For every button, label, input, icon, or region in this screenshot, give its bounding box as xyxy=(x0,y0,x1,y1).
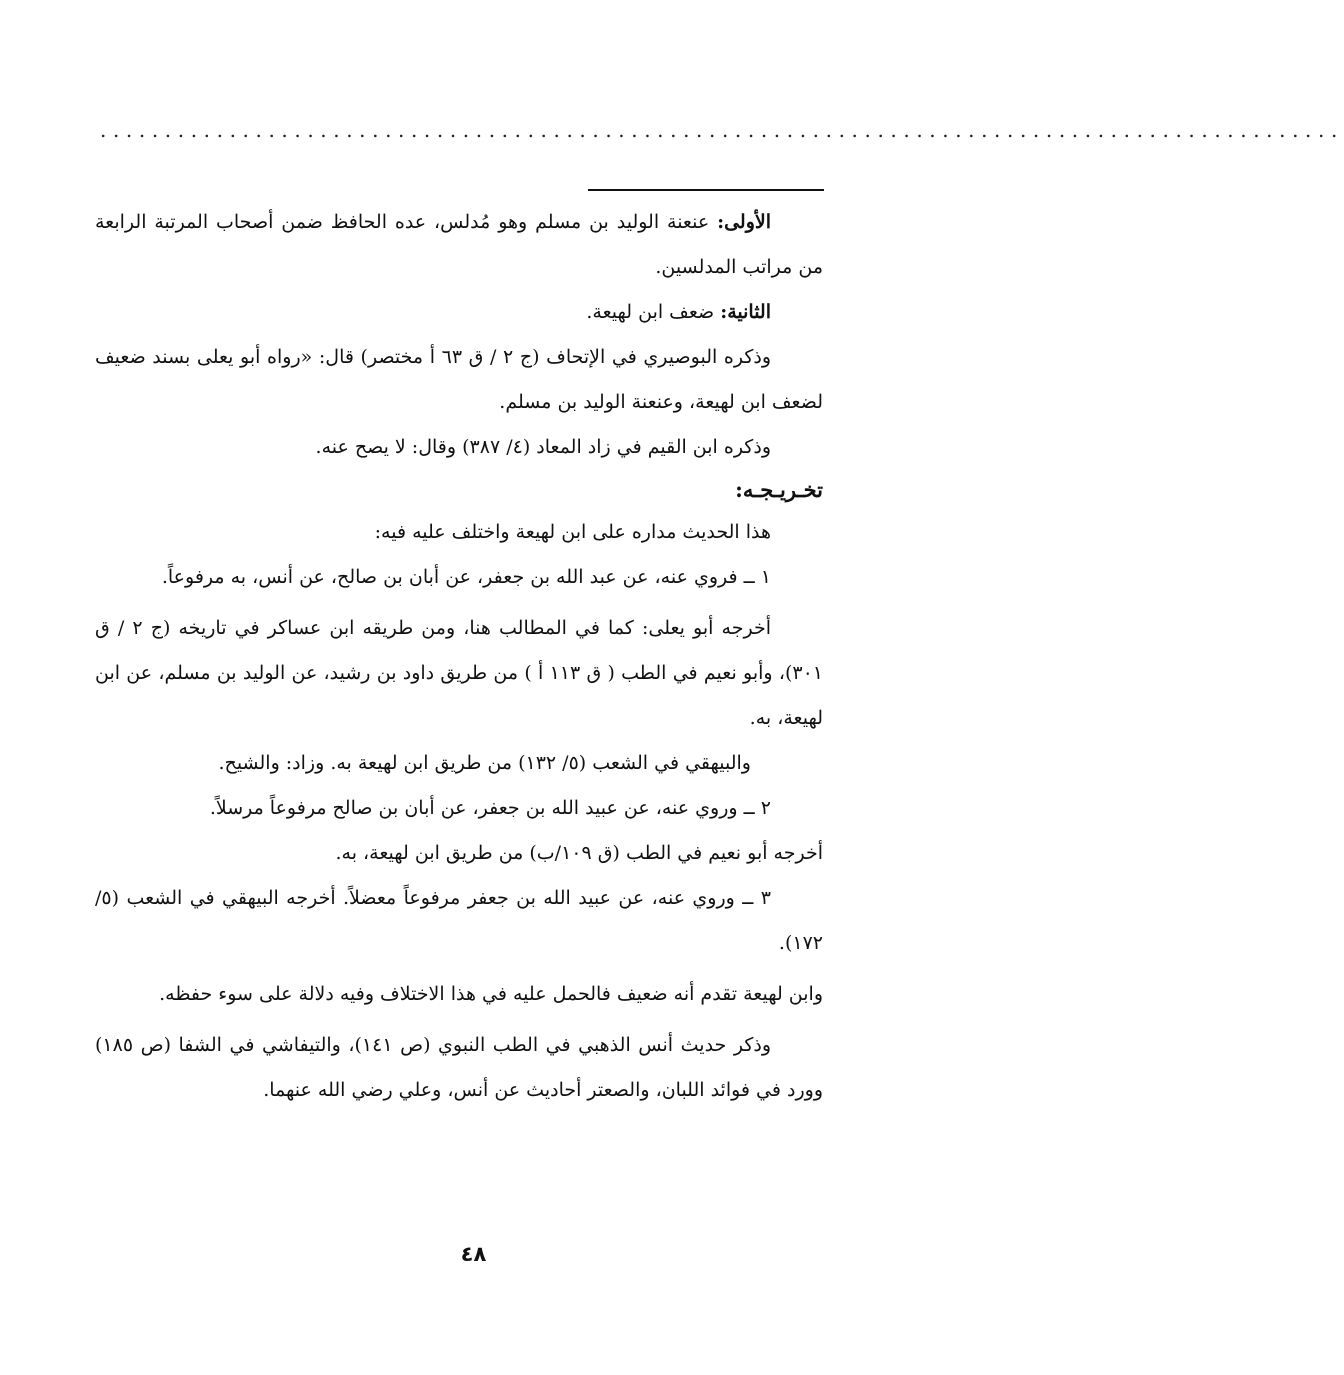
paragraph-ibn-qayyim: وذكره ابن القيم في زاد المعاد (٤/ ٣٨٧) وقال: لا يصح عنه. xyxy=(315,436,771,458)
paragraph-dhahabi: وذكر حديث أنس الذهبي في الطب النبوي (ص ١٤١)، والتيفاشي في الشفا (ص ١٨٥) وورد في فوائد اللبان، والصعتر أحاديث عن أنس، وعلي رضي الله عنهما. xyxy=(95,1034,823,1101)
paragraph-busiri: وذكره البوصيري في الإتحاف (ج ٢ / ق ٦٣ أ مختصر) قال: «رواه أبو يعلى بسند ضعيف لضعف ابن لهيعة، وعنعنة الوليد بن مسلم. xyxy=(95,346,823,413)
paragraph-first-defect xyxy=(95,200,823,290)
paragraph-route-1: ١ ــ فروي عنه، عن عبد الله بن جعفر، عن أبان بن صالح، عن أنس، به مرفوعاً. xyxy=(161,566,771,588)
text-first: عنعنة الوليد بن مسلم وهو مُدلس، عده الحافظ ضمن أصحاب المرتبة الرابعة من مراتب المدلسين. xyxy=(95,211,823,278)
paragraph-route-3: ٣ ــ وروي عنه، عن عبيد الله بن جعفر مرفوعاً معضلاً. أخرجه البيهقي في الشعب (٥/ ١٧٢). xyxy=(95,887,823,954)
footnote-rule xyxy=(588,189,824,191)
label-second: الثانية: xyxy=(720,301,771,323)
paragraph-abu-nuaym: أخرجه أبو نعيم في الطب (ق ١٠٩/ب) من طريق ابن لهيعة، به. xyxy=(335,842,823,864)
paragraph-route-2: ٢ ــ وروي عنه، عن عبيد الله بن جعفر، عن أبان بن صالح مرفوعاً مرسلاً. xyxy=(209,797,771,819)
paragraph-second-defect xyxy=(95,290,823,335)
section-heading-takhrij: تخـريـجـه: xyxy=(735,477,823,502)
text-second: ضعف ابن لهيعة. xyxy=(586,301,721,323)
paragraph-ibn-lahia: وابن لهيعة تقدم أنه ضعيف فالحمل عليه في هذا الاختلاف وفيه دلالة على سوء حفظه. xyxy=(159,983,823,1005)
body-text xyxy=(95,200,823,1113)
dotted-separator: ................................................................................................ xyxy=(100,118,1344,142)
page-number: ٤٨ xyxy=(460,1242,487,1266)
label-first: الأولى: xyxy=(717,211,771,233)
paragraph-bayhaqi: والبيهقي في الشعب (٥/ ١٣٢) من طريق ابن لهيعة به. وزاد: والشيح. xyxy=(218,752,751,774)
paragraph-intro: هذا الحديث مداره على ابن لهيعة واختلف عليه فيه: xyxy=(374,521,771,543)
paragraph-abu-yala: أخرجه أبو يعلى: كما في المطالب هنا، ومن طريقه ابن عساكر في تاريخه (ج ٢ / ق ٣٠١)، وأبو نعيم في الطب ( ق ١١٣ أ ) من طريق داود بن رشيد، عن الوليد بن مسلم، عن ابن لهيعة، به. xyxy=(95,617,823,729)
